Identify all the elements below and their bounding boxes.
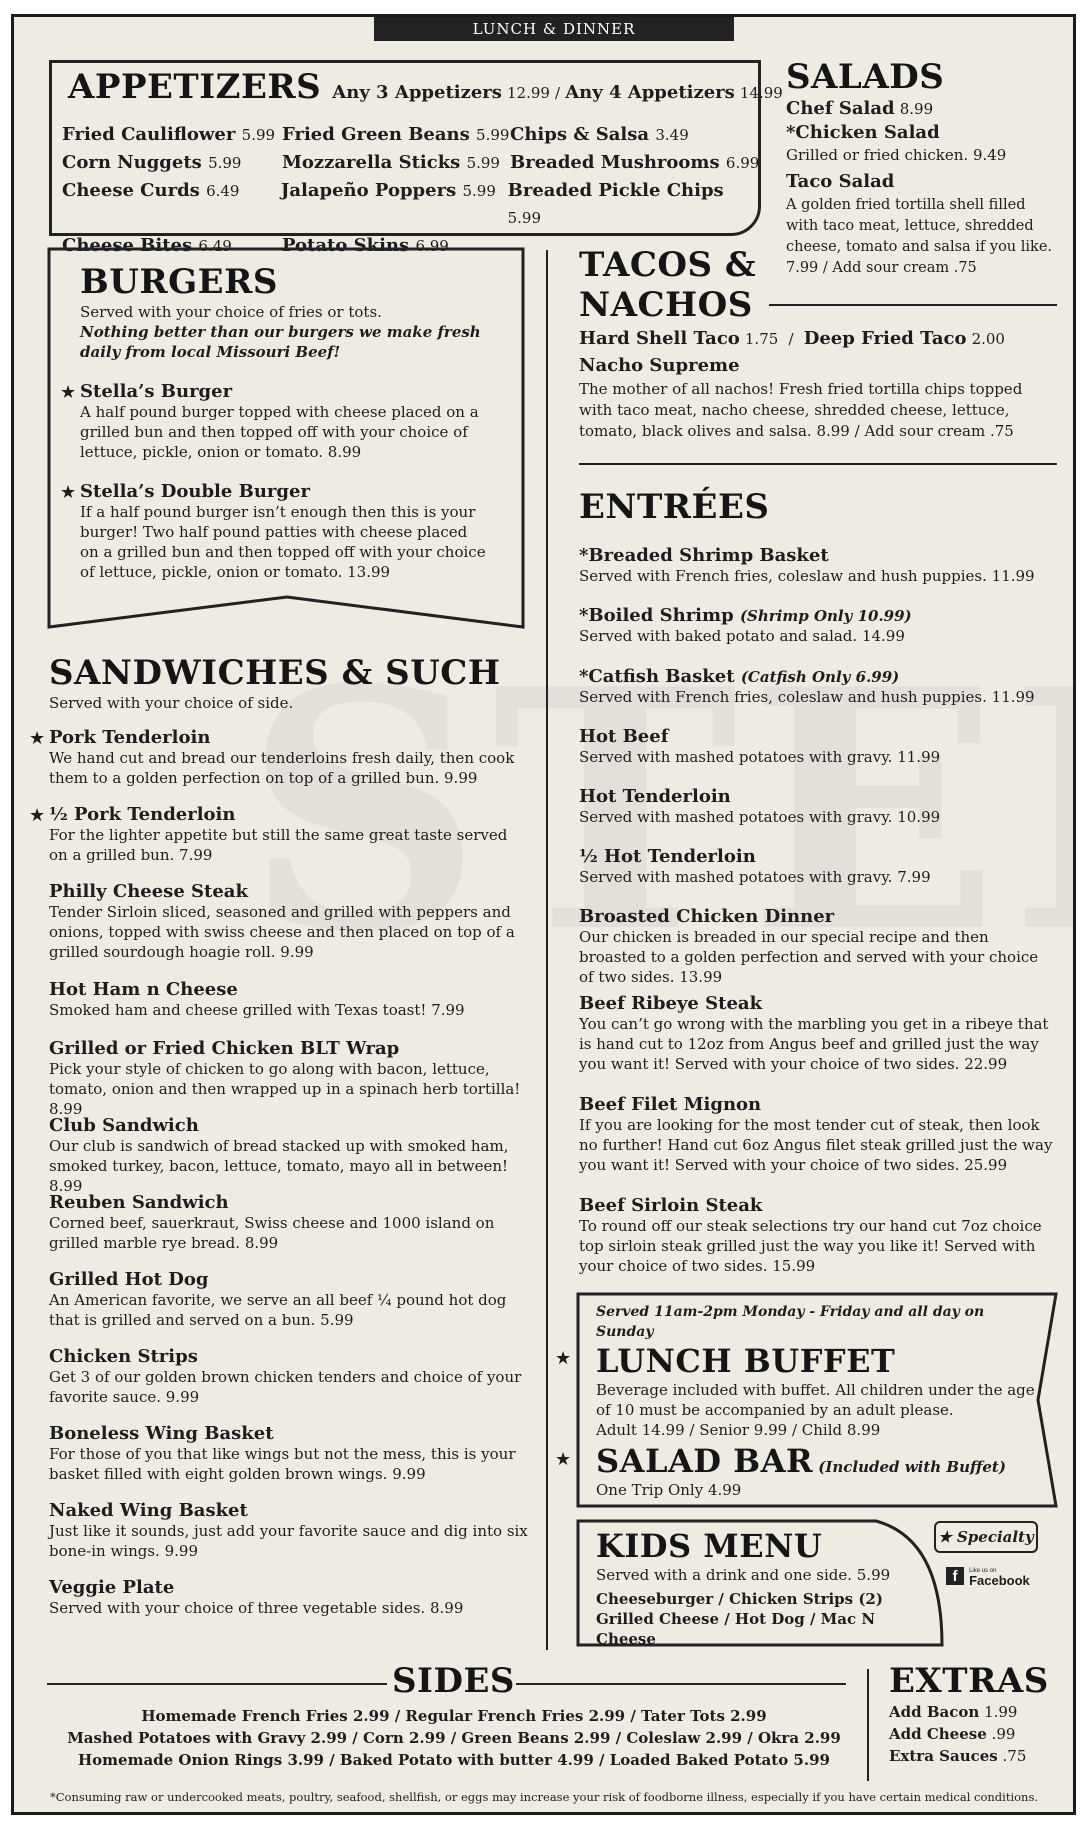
extras-item: Add Bacon 1.99 [889, 1703, 1018, 1721]
disclaimer: *Consuming raw or undercooked meats, poultry, seafood, shellfish, or eggs may increase your risk of foodborne illness, especially if you have certain medical conditions. [49, 1790, 1039, 1804]
menu-item: Grilled or Fried Chicken BLT Wrap Pick your style of chicken to go along with bacon, lettuce, tomato, onion and then wrapped up in a spinach herb tortilla! 8.99 [49, 1038, 521, 1118]
menu-item: Chicken Strips Get 3 of our golden brown chicken tenders and choice of your favorite sauce. 9.99 [49, 1346, 522, 1406]
kids-section [596, 1527, 936, 1649]
star-icon: ★ [29, 728, 46, 749]
facebook-badge: f Like us on Facebook [946, 1565, 1030, 1586]
appetizer-item: Breaded Pickle Chips 5.99 [507, 180, 724, 227]
menu-item: Reuben Sandwich Corned beef, sauerkraut, Swiss cheese and 1000 island on grilled marble rye bread. 8.99 [49, 1192, 495, 1252]
burgers-note: Nothing better than our burgers we make fresh daily from local Missouri Beef! [80, 323, 481, 361]
appetizers-title: APPETIZERS [68, 67, 322, 107]
appetizer-item: Cheese Bites 6.49 [62, 235, 232, 256]
menu-item: Beef Ribeye Steak You can’t go wrong with the marbling you get in a ribeye that is hand cut to 12oz from Angus beef and grilled just the way you want it! Served with your choice of two sides. 22.99 [579, 993, 1049, 1073]
nacho-title: Nacho Supreme [579, 355, 740, 376]
tacos-title-2: NACHOS [579, 285, 753, 325]
chicken-salad-title: *Chicken Salad [786, 122, 940, 143]
tacos-section [579, 245, 1059, 442]
appetizer-item: Mozzarella Sticks 5.99 [282, 152, 500, 173]
tacos-title-1: TACOS & [579, 245, 757, 285]
appetizer-list [62, 121, 762, 260]
taco-prices: Hard Shell Taco 1.75 / Deep Fried Taco 2.00 [579, 328, 1005, 349]
appetizer-item: Cheese Curds 6.49 [62, 180, 240, 201]
star-icon: ★ [60, 382, 77, 403]
menu-page [11, 14, 1076, 1815]
extras-divider [867, 1669, 869, 1781]
banner: LUNCH & DINNER [374, 17, 734, 41]
combo2-label: Any 4 Appetizers [565, 82, 735, 103]
star-icon: ★ [60, 482, 77, 503]
burgers-title: BURGERS [80, 262, 278, 302]
chicken-salad-desc: Grilled or fried chicken. 9.49 [786, 146, 1007, 164]
nacho-desc: The mother of all nachos! Fresh fried tortilla chips topped with taco meat, nacho cheese, shredded cheese, lettuce, tomato, black olives and salsa. 8.99 / Add sour cream .75 [579, 380, 1023, 440]
menu-item: Boneless Wing Basket For those of you that like wings but not the mess, this is your basket filled with eight golden brown wings. 9.99 [49, 1423, 516, 1483]
column-divider [546, 250, 548, 1650]
menu-item: Broasted Chicken Dinner Our chicken is breaded in our special recipe and then broasted to a golden perfection and served with your choice of two sides. 13.99 [579, 906, 1039, 986]
extras-item: Add Cheese .99 [889, 1725, 1016, 1743]
menu-item: Grilled Hot Dog An American favorite, we serve an all beef ¼ pound hot dog that is grilled and served on a bun. 5.99 [49, 1269, 507, 1329]
sides-title: SIDES [392, 1661, 515, 1701]
buffet-title: LUNCH BUFFET [596, 1342, 896, 1380]
salad-bar-price: One Trip Only 4.99 [596, 1481, 742, 1499]
salad-bar-title: SALAD BAR (Included with Buffet) [596, 1442, 1006, 1480]
buffet-hours: Served 11am-2pm Monday - Friday and all day on Sunday [596, 1304, 985, 1340]
facebook-icon: f [946, 1567, 964, 1585]
combo2-price: 14.99 [739, 84, 783, 102]
appetizer-item: Potato Skins 6.99 [282, 235, 449, 256]
salads-title: SALADS [786, 57, 945, 97]
menu-item: ½ Hot Tenderloin Served with mashed potatoes with gravy. 7.99 [579, 846, 931, 886]
appetizer-item: Breaded Mushrooms 6.99 [510, 152, 760, 173]
sides-line-2: Mashed Potatoes with Gravy 2.99 / Corn 2.99 / Green Beans 2.99 / Coleslaw 2.99 / Okra 2.99 [67, 1729, 841, 1747]
appetizer-item: Fried Cauliflower 5.99 [62, 124, 276, 145]
menu-item: Beef Filet Mignon If you are looking for the most tender cut of steak, then look no further! Hand cut 6oz Angus filet steak grilled just the way you want it! Served with your choice of two sides. 25.99 [579, 1094, 1053, 1174]
taco-salad-desc: A golden fried tortilla shell filled with taco meat, lettuce, shredded cheese, tomato and salsa if you like. 7.99 / Add sour cream .75 [786, 197, 1053, 276]
sides-line-1: Homemade French Fries 2.99 / Regular French Fries 2.99 / Tater Tots 2.99 [141, 1707, 767, 1725]
kids-subtitle: Served with a drink and one side. 5.99 [596, 1566, 891, 1584]
star-icon: ★ [29, 805, 46, 826]
extras-title: EXTRAS [889, 1661, 1049, 1701]
menu-item: Club Sandwich Our club is sandwich of bread stacked up with smoked ham, smoked turkey, bacon, lettuce, tomato, mayo all in between! 8.99 [49, 1115, 509, 1195]
menu-item: Beef Sirloin Steak To round off our steak selections try our hand cut 7oz choice top sirloin steak grilled just the way you like it! Served with your choice of two sides. 15.99 [579, 1195, 1042, 1275]
appetizer-item: Chips & Salsa 3.49 [510, 124, 689, 145]
buffet-prices: Adult 14.99 / Senior 9.99 / Child 8.99 [596, 1421, 881, 1439]
kids-line-1: Cheeseburger / Chicken Strips (2) [596, 1590, 883, 1608]
sandwiches-subtitle: Served with your choice of side. [49, 694, 294, 712]
menu-item: Naked Wing Basket Just like it sounds, just add your favorite sauce and dig into six bone-in wings. 9.99 [49, 1500, 528, 1560]
sides-rule-left [47, 1683, 387, 1685]
menu-item: Philly Cheese Steak Tender Sirloin sliced, seasoned and grilled with peppers and onions, topped with swiss cheese and then placed on top of a grilled sourdough hoagie roll. 9.99 [49, 881, 515, 961]
extras-item: Extra Sauces .75 [889, 1747, 1027, 1765]
combo1-label: Any 3 Appetizers [332, 82, 502, 103]
menu-item: Stella’s Burger A half pound burger topped with cheese placed on a grilled bun and then topped off with your choice of lettuce, pickle, onion or tomato. 8.99 [80, 381, 479, 461]
menu-item: ½ Pork Tenderloin For the lighter appetite but still the same great taste served on a grilled bun. 7.99 [49, 804, 508, 864]
buffet-desc: Beverage included with buffet. All children under the age of 10 must be accompanied by an adult please. [596, 1381, 1035, 1419]
menu-item: Hot Tenderloin Served with mashed potatoes with gravy. 10.99 [579, 786, 941, 826]
entrees-title: ENTRÉES [579, 487, 770, 527]
sides-line-3: Homemade Onion Rings 3.99 / Baked Potato with butter 4.99 / Loaded Baked Potato 5.99 [78, 1751, 830, 1769]
star-icon: ★ [555, 1348, 572, 1369]
combo1-price: 12.99 [506, 84, 550, 102]
taco-salad-title: Taco Salad [786, 171, 895, 192]
tacos-top-rule [769, 304, 1057, 306]
sides-list [34, 1705, 874, 1771]
star-icon: ★ [555, 1449, 572, 1470]
menu-item: Pork Tenderloin We hand cut and bread our tenderloins fresh daily, then cook them to a golden perfection on top of a grilled bun. 9.99 [49, 727, 515, 787]
menu-item: Hot Beef Served with mashed potatoes with gravy. 11.99 [579, 726, 941, 766]
burgers-subtitle: Served with your choice of fries or tots. [80, 303, 382, 321]
appetizer-item: Corn Nuggets 5.99 [62, 152, 242, 173]
kids-title: KIDS MENU [596, 1527, 823, 1565]
sides-rule-right [516, 1683, 846, 1685]
entrees-top-rule [579, 463, 1057, 465]
burgers-section [80, 262, 490, 362]
chef-salad: Chef Salad 8.99 [786, 98, 934, 119]
menu-item: *Boiled Shrimp (Shrimp Only 10.99) Served with baked potato and salad. 14.99 [579, 605, 912, 645]
menu-item: Veggie Plate Served with your choice of three vegetable sides. 8.99 [49, 1577, 464, 1617]
menu-item: *Breaded Shrimp Basket Served with French fries, coleslaw and hush puppies. 11.99 [579, 545, 1035, 585]
sandwiches-header [49, 653, 529, 713]
menu-item: *Catfish Basket (Catfish Only 6.99) Served with French fries, coleslaw and hush puppies. 11.99 [579, 666, 1035, 706]
sandwiches-title: SANDWICHES & SUCH [49, 653, 501, 693]
menu-item: Hot Ham n Cheese Smoked ham and cheese grilled with Texas toast! 7.99 [49, 979, 465, 1019]
star-icon: ★ [938, 1528, 952, 1546]
extras-section [889, 1661, 1069, 1767]
specialty-legend: ★ Specialty [934, 1521, 1038, 1553]
menu-item: Stella’s Double Burger If a half pound burger isn’t enough then this is your burger! Two half pound patties with cheese placed on a grilled bun and then topped off with your choice of lettuce, pickle, onion or tomato. 13.99 [80, 481, 486, 581]
combo-separator: / [555, 84, 561, 102]
buffet-section [596, 1302, 1036, 1500]
kids-line-2: Grilled Cheese / Hot Dog / Mac N Cheese [596, 1610, 876, 1648]
appetizer-item: Fried Green Beans 5.99 [282, 124, 510, 145]
appetizer-item: Jalapeño Poppers 5.99 [280, 180, 496, 201]
appetizers-header [68, 67, 783, 107]
